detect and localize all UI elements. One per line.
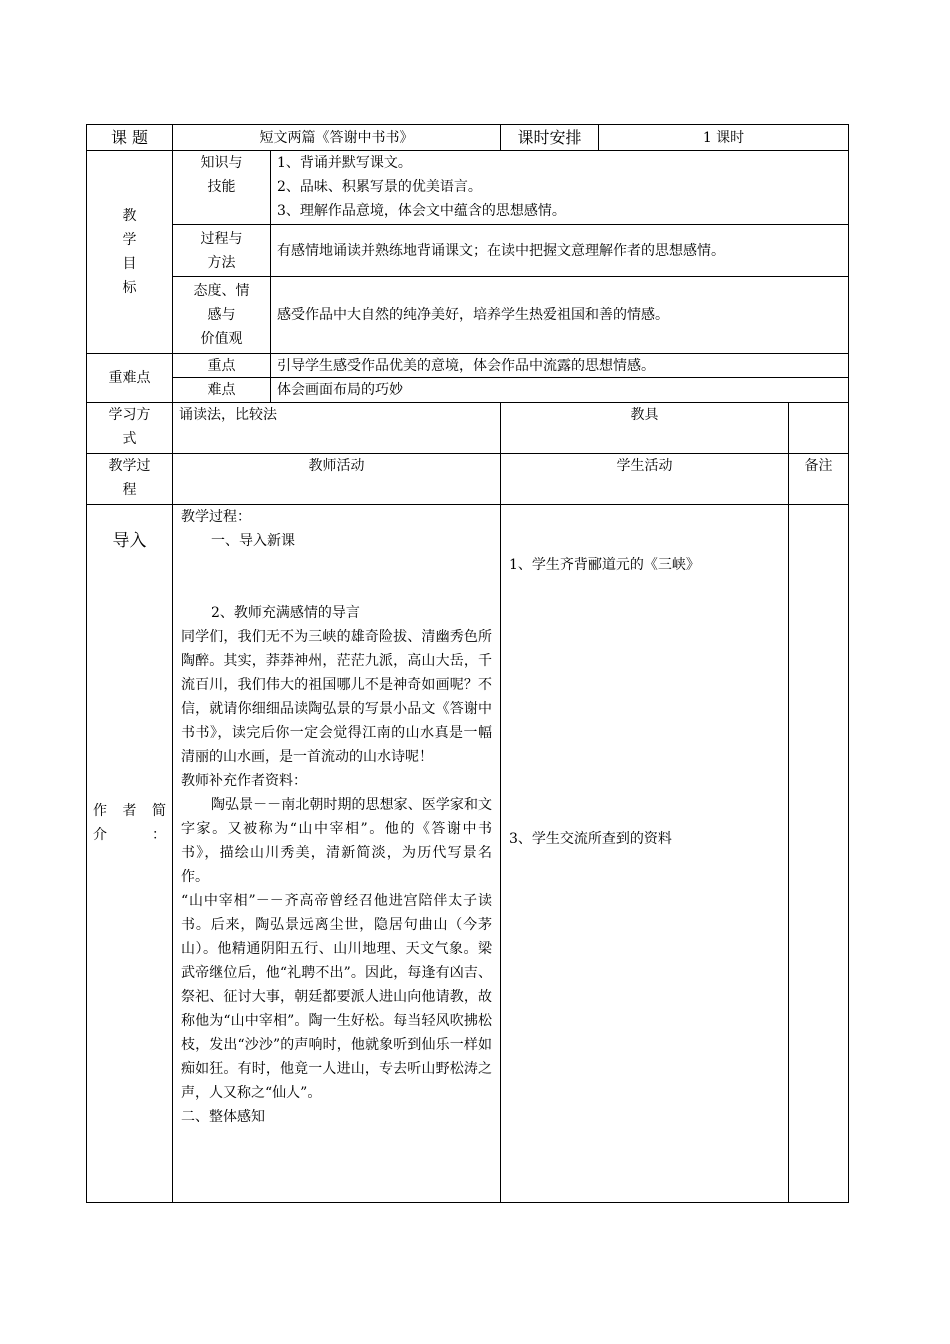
lesson-plan-table	[86, 124, 849, 1203]
note-cell	[789, 505, 849, 1203]
teacher-line: 教师补充作者资料：	[181, 773, 307, 789]
student-activity	[501, 505, 789, 1203]
knowledge-label: 知识与 技能	[173, 151, 271, 225]
attitude-text: 感受作品中大自然的纯净美好，培养学生热爱祖国和善的情感。	[271, 277, 849, 354]
topic-label: 课 题	[87, 125, 173, 151]
knowledge-items	[271, 151, 849, 225]
knowledge-item: 2、品味、积累写景的优美语言。	[277, 179, 482, 195]
goal-knowledge-row	[87, 151, 849, 225]
teacher-line: 二、整体感知	[181, 1109, 265, 1125]
hard-label: 难点	[173, 378, 271, 403]
stage-column	[87, 505, 173, 1203]
goal-attitude-row	[87, 277, 849, 354]
teacher-line: 同学们，我们无不为三峡的雄奇险拔、清幽秀色所陶醉。其实，莽莽神州，茫茫九派，高山大岳，千流百川，我们伟大的祖国哪儿不是神奇如画呢？不信，就请你细细品读陶弘景的写景小品文《答谢中书书》，读完后你一定会觉得江南的山水真是一幅清丽的山水画，是一首流动的山水诗呢！	[181, 629, 492, 765]
method-label: 学习方 式	[87, 403, 173, 454]
schedule-label: 课时安排	[501, 125, 599, 151]
process-header-row	[87, 454, 849, 505]
stage-author: 作 者 简 介：	[93, 803, 166, 843]
topic-row	[87, 125, 849, 151]
teacher-line: 一、导入新课	[211, 533, 295, 549]
stage-intro: 导入	[112, 531, 147, 551]
schedule-value: 1 课时	[599, 125, 849, 151]
teacher-line: 陶弘景－－南北朝时期的思想家、医学家和文字家。又被称为“山中宰相”。他的《答谢中书书》，描绘山川秀美，清新简淡，为历代写景名作。	[181, 797, 492, 885]
method-row	[87, 403, 849, 454]
goals-title: 教 学 目 标	[87, 151, 173, 354]
tools-label: 教具	[501, 403, 789, 454]
teacher-line: “山中宰相”－－齐高帝曾经召他进宫陪伴太子读书。后来，陶弘景远离尘世，隐居句曲山（今茅山）。他精通阴阳五行、山川地理、天文气象。梁武帝继位后，他“礼聘不出”。因此，每逢有凶吉、祭祀、征讨大事，朝廷都要派人进山向他请教，故称他为“山中宰相”。陶一生好松。每当轻风吹拂松枝，发出“沙沙”的声响时，他就象听到仙乐一样如痴如狂。有时，他竟一人进山，专去听山野松涛之声，人又称之“仙人”。	[181, 893, 492, 1101]
hard-point-row	[87, 378, 849, 403]
teacher-activity-header: 教师活动	[173, 454, 501, 505]
key-text: 引导学生感受作品优美的意境，体会作品中流露的思想情感。	[271, 354, 849, 378]
teacher-activity	[173, 505, 501, 1203]
knowledge-item: 3、理解作品意境，体会文中蕴含的思想感情。	[277, 203, 566, 219]
note-header: 备注	[789, 454, 849, 505]
key-point-row	[87, 354, 849, 378]
attitude-label: 态度、情 感与 价值观	[173, 277, 271, 354]
student-line: 1、学生齐背郦道元的《三峡》	[509, 557, 700, 573]
tools-value	[789, 403, 849, 454]
process-header-label: 教学过 程	[87, 454, 173, 505]
key-label: 重点	[173, 354, 271, 378]
hard-text: 体会画面布局的巧妙	[271, 378, 849, 403]
goal-process-row	[87, 225, 849, 277]
difficulty-title: 重难点	[87, 354, 173, 403]
knowledge-item: 1、背诵并默写课文。	[277, 155, 412, 171]
method-value: 诵读法，比较法	[173, 403, 501, 454]
teacher-line: 2、教师充满感情的导言	[211, 605, 360, 621]
student-line: 3、学生交流所查到的资料	[509, 831, 672, 847]
process-text: 有感情地诵读并熟练地背诵课文；在读中把握文意理解作者的思想感情。	[271, 225, 849, 277]
process-label: 过程与 方法	[173, 225, 271, 277]
process-body-row	[87, 505, 849, 1203]
teacher-line: 教学过程：	[181, 509, 251, 525]
topic-value: 短文两篇《答谢中书书》	[173, 125, 501, 151]
student-activity-header: 学生活动	[501, 454, 789, 505]
